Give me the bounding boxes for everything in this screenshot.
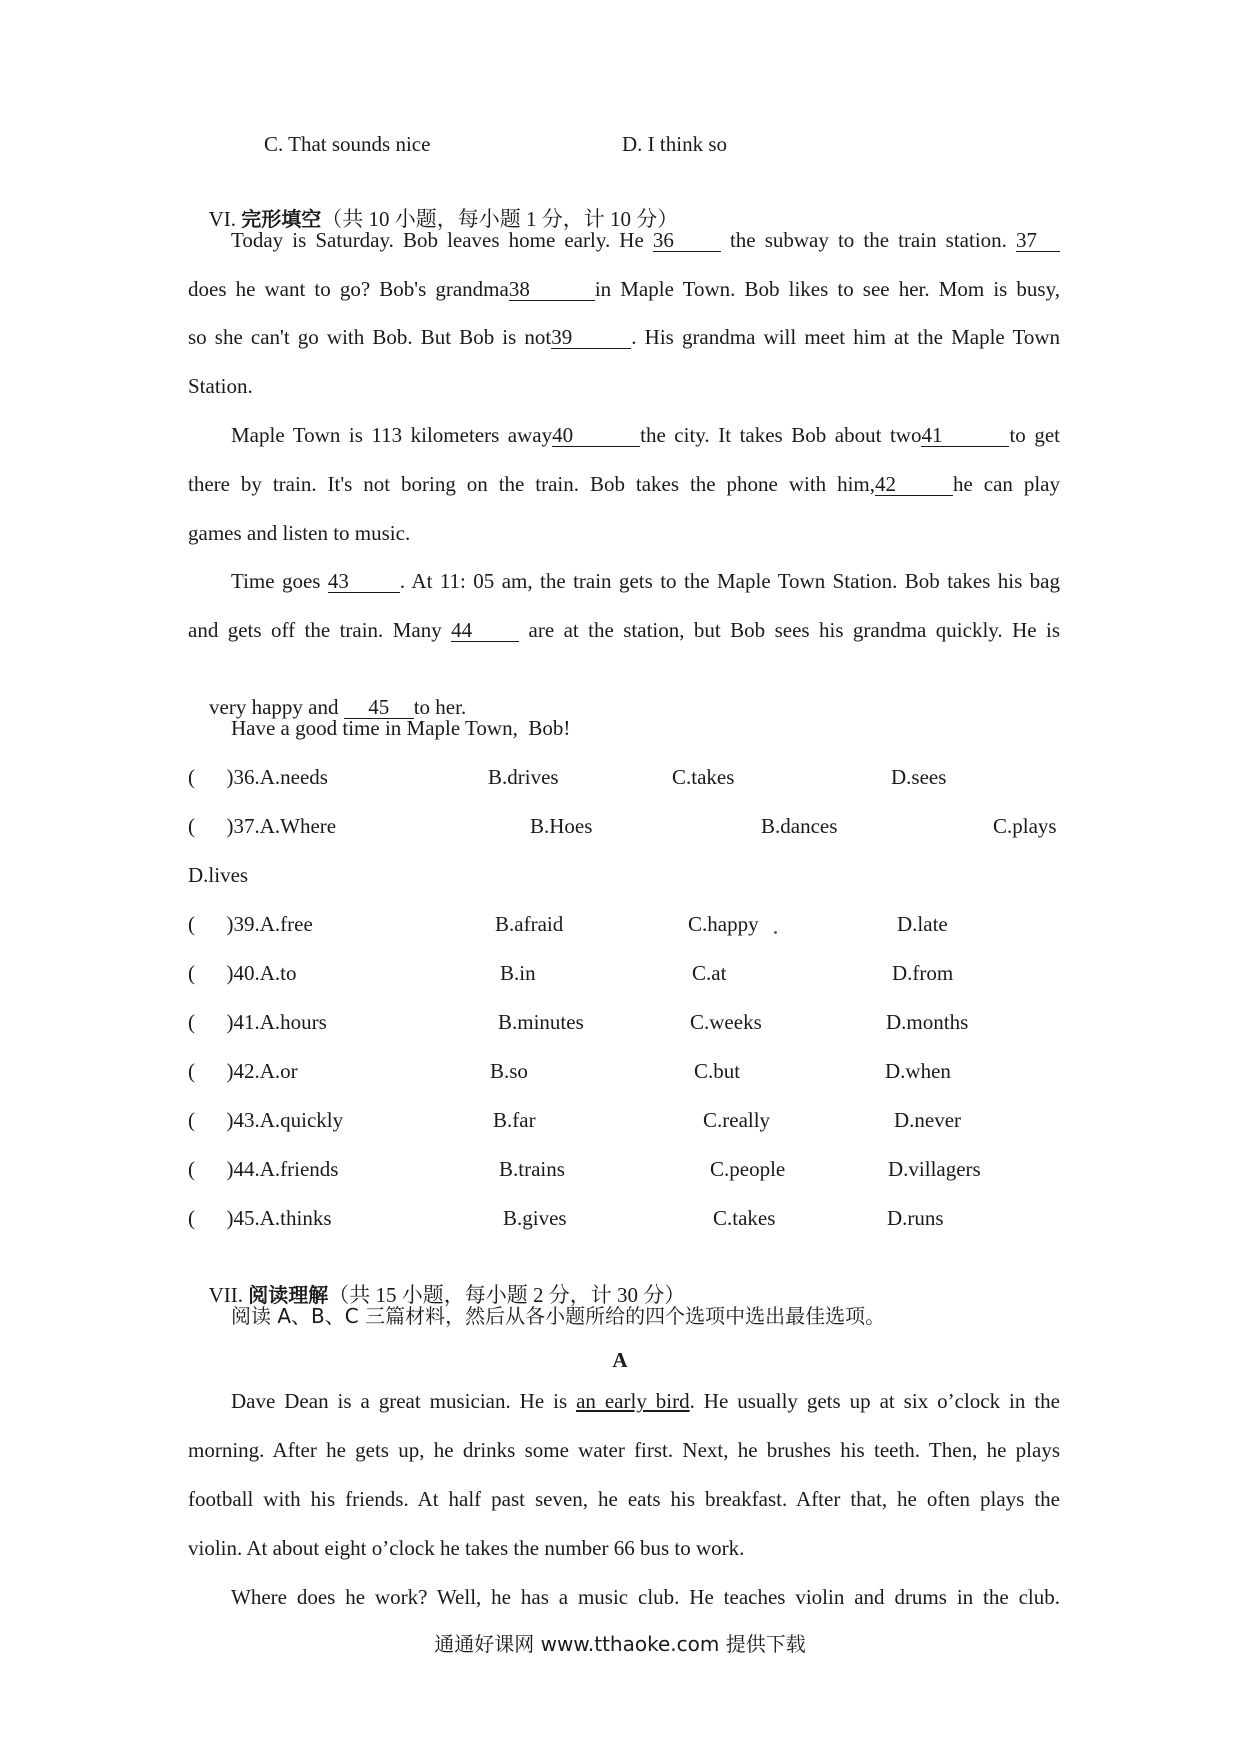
passage-text: in Maple Town. Bob likes to see her. Mom is busy,: [594, 277, 1060, 301]
passage-line: Have a good time in Maple Town, Bob!: [231, 716, 571, 740]
option-d: D.villagers: [888, 1157, 981, 1181]
section-6-title: 完形填空: [241, 207, 322, 231]
underlined-phrase: an early bird: [576, 1389, 690, 1413]
passage-text: . His grandma will meet him at the Maple Town: [631, 325, 1060, 349]
option-c-previous: C. That sounds nice: [264, 132, 431, 156]
passage-text: are at the station, but Bob sees his grandma quickly. He is: [519, 618, 1060, 642]
option-c: C.at: [692, 961, 727, 985]
blank-40: 40: [552, 424, 640, 447]
question-row-42: [0, 1057, 1240, 1085]
option-b: B.so: [490, 1059, 528, 1083]
stray-mark: [774, 931, 777, 934]
passage-text: the city. It takes Bob about two: [640, 423, 922, 447]
blank-39: 39: [551, 326, 631, 349]
blank-43: 43: [328, 570, 400, 593]
section-6-number: VI.: [208, 207, 237, 231]
question-stem: ( )40.A.to: [188, 961, 297, 985]
passage-line: [231, 421, 1060, 449]
option-c: C.happy: [688, 912, 759, 936]
passage-text: . At 11: 05 am, the train gets to the Maple Town Station. Bob takes his bag: [399, 569, 1061, 593]
option-d-previous: D. I think so: [622, 132, 727, 156]
blank-44: 44: [451, 619, 519, 642]
question-row-44: [0, 1155, 1240, 1183]
section-7-note: （共 15 小题，每小题 2 分，计 30 分）: [328, 1283, 686, 1307]
question-stem: ( )41.A.hours: [188, 1010, 327, 1034]
option-c: C.people: [710, 1157, 786, 1181]
question-stem: ( )43.A.quickly: [188, 1108, 344, 1132]
option-c: B.dances: [761, 814, 838, 838]
reading-line: [231, 1387, 1060, 1415]
passage-text: he can play: [953, 472, 1061, 496]
option-b: B.trains: [499, 1157, 565, 1181]
section-7-instruction: 阅读 A、B、C 三篇材料，然后从各小题所给的四个选项中选出最佳选项。: [231, 1304, 886, 1328]
section-7-title: 阅读理解: [248, 1283, 329, 1307]
reading-text: . He usually gets up at six o’clock in the: [689, 1389, 1060, 1413]
passage-text: so she can't go with Bob. But Bob is not: [188, 325, 552, 349]
passage-text: to get: [1009, 423, 1060, 447]
passage-text: there by train. It's not boring on the train. Bob takes the phone with him,: [188, 472, 876, 496]
blank-45: 45: [344, 696, 414, 719]
passage-text: very happy and: [209, 695, 344, 719]
question-stem: ( )44.A.friends: [188, 1157, 339, 1181]
reading-line: Where does he work? Well, he has a music club. He teaches violin and drums in the club.: [231, 1585, 1060, 1609]
passage-line: [188, 616, 1060, 644]
option-c: C.takes: [672, 765, 735, 789]
question-stem: ( )39.A.free: [188, 912, 313, 936]
question-stem: ( )36.A.needs: [188, 765, 328, 789]
blank-41: 41: [921, 424, 1009, 447]
reading-part-title: A: [612, 1348, 628, 1372]
blank-42: 42: [875, 473, 953, 496]
option-b: B.afraid: [495, 912, 564, 936]
question-stem: ( )45.A.thinks: [188, 1206, 332, 1230]
passage-line: [188, 470, 1060, 498]
option-d: D.months: [886, 1010, 969, 1034]
blank-36: 36: [653, 229, 721, 252]
passage-line: [231, 226, 1060, 254]
passage-text: and gets off the train. Many: [188, 618, 452, 642]
option-c: C.really: [703, 1108, 771, 1132]
option-d: D.runs: [887, 1206, 944, 1230]
section-7-number: VII.: [208, 1283, 244, 1307]
passage-text: to her.: [413, 695, 467, 719]
option-b: B.far: [493, 1108, 536, 1132]
passage-line: Station.: [188, 374, 253, 398]
option-d: C.plays: [993, 814, 1057, 838]
option-d: D.sees: [891, 765, 947, 789]
passage-text: Maple Town is 113 kilometers away: [231, 423, 553, 447]
question-row-40: [0, 959, 1240, 987]
passage-line: games and listen to music.: [188, 521, 411, 545]
question-row-39: [0, 910, 1240, 938]
passage-line: [188, 323, 1060, 351]
option-d: D.from: [892, 961, 954, 985]
reading-line: football with his friends. At half past seven, he eats his breakfast. After that, he often plays the: [188, 1487, 1060, 1511]
passage-text: Time goes: [231, 569, 328, 593]
option-b: B.minutes: [498, 1010, 584, 1034]
option-b: B.gives: [503, 1206, 567, 1230]
reading-line: morning. After he gets up, he drinks some water first. Next, he brushes his teeth. Then, he plays: [188, 1438, 1060, 1462]
passage-line: [231, 567, 1060, 595]
passage-line: [188, 275, 1060, 303]
option-c: C.weeks: [690, 1010, 762, 1034]
option-b: B.in: [500, 961, 536, 985]
option-b: B.drives: [488, 765, 559, 789]
reading-line: violin. At about eight o’clock he takes the number 66 bus to work.: [188, 1536, 745, 1560]
passage-text: Today is Saturday. Bob leaves home early. He: [231, 228, 653, 252]
option-d: D.when: [885, 1059, 951, 1083]
question-stem: ( )37.A.Where: [188, 814, 337, 838]
blank-37: 37: [1016, 229, 1060, 252]
section-6-note: （共 10 小题，每小题 1 分，计 10 分）: [321, 207, 679, 231]
reading-text: Dave Dean is a great musician. He is: [231, 1389, 577, 1413]
option-b: B.Hoes: [530, 814, 593, 838]
question-row-41: [0, 1008, 1240, 1036]
blank-38: 38: [509, 278, 595, 301]
passage-text: the subway to the train station.: [720, 228, 1016, 252]
page-footer: 通通好课网 www.tthaoke.com 提供下载: [434, 1632, 806, 1656]
question-row-36: [0, 763, 1240, 791]
question-row-43: [0, 1106, 1240, 1134]
question-row-45: [0, 1204, 1240, 1232]
option-c: C.but: [694, 1059, 741, 1083]
option-c: C.takes: [713, 1206, 776, 1230]
passage-text: does he want to go? Bob's grandma: [188, 277, 509, 301]
option-extra: D.lives: [188, 863, 249, 887]
question-stem: ( )42.A.or: [188, 1059, 298, 1083]
option-d: D.never: [894, 1108, 962, 1132]
question-row-37: [0, 812, 1240, 840]
option-d: D.late: [897, 912, 948, 936]
